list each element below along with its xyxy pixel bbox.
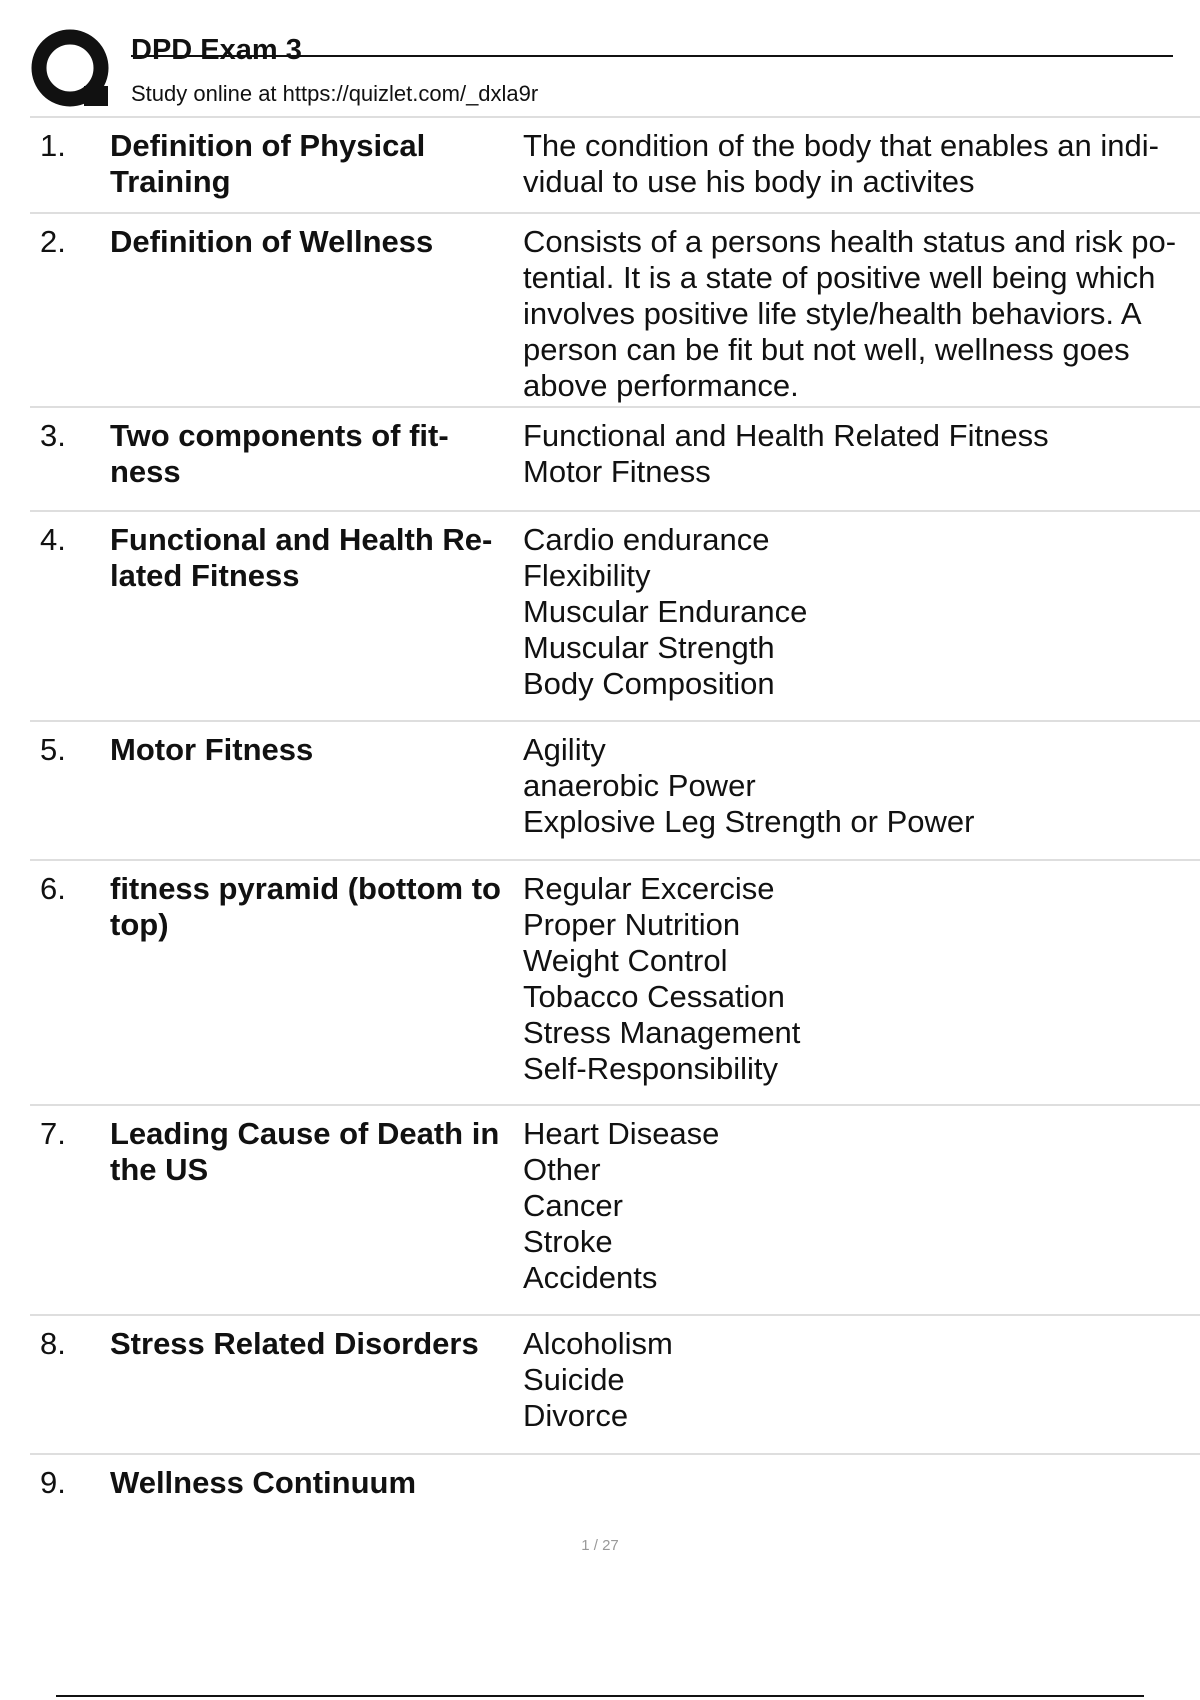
card-term: Leading Cause of Death in the US xyxy=(110,1116,500,1187)
card-definition xyxy=(523,1326,1200,1434)
definition-line: anaerobic Power xyxy=(523,768,756,803)
card-definition xyxy=(523,1116,1200,1296)
card-number: 7. xyxy=(40,1116,66,1151)
definition-line: Proper Nutrition xyxy=(523,907,741,942)
card-definition xyxy=(523,128,1200,200)
card-term: fitness pyramid (bottom to top) xyxy=(110,871,501,942)
definition-line: Suicide xyxy=(523,1362,625,1397)
definition-line: involves positive life style/health behaviors. A xyxy=(523,296,1142,331)
definition-line: Explosive Leg Strength or Power xyxy=(523,804,975,839)
definition-line: tential. It is a state of positive well being which xyxy=(523,260,1156,295)
definition-line: Stroke xyxy=(523,1224,613,1259)
definition-line: The condition of the body that enables an indi- xyxy=(523,128,1159,163)
definition-line: vidual to use his body in activites xyxy=(523,164,975,199)
definition-line: Heart Disease xyxy=(523,1116,720,1151)
flashcard-row xyxy=(30,859,1200,1104)
definition-line: Accidents xyxy=(523,1260,658,1295)
definition-line: Body Composition xyxy=(523,666,775,701)
definition-line: Consists of a persons health status and risk po- xyxy=(523,224,1177,259)
card-term: Two components of fit-ness xyxy=(110,418,449,489)
card-number: 5. xyxy=(40,732,66,767)
page-number: 1 / 27 xyxy=(581,1537,619,1554)
flashcard-row xyxy=(30,1104,1200,1314)
definition-line: Alcoholism xyxy=(523,1326,673,1361)
definition-line: Flexibility xyxy=(523,558,651,593)
definition-line: Agility xyxy=(523,732,606,767)
flashcard-row xyxy=(30,1314,1200,1453)
card-definition xyxy=(523,732,1200,840)
flashcard-row xyxy=(30,1453,1200,1513)
card-number: 1. xyxy=(40,128,66,163)
footer-rule xyxy=(56,1695,1144,1697)
flashcard-row xyxy=(30,116,1200,212)
definition-line: Cancer xyxy=(523,1188,623,1223)
definition-line: Muscular Strength xyxy=(523,630,775,665)
card-number: 4. xyxy=(40,522,66,557)
flashcard-row xyxy=(30,720,1200,859)
card-term: Stress Related Disorders xyxy=(110,1326,479,1361)
card-term: Definition of Physical Training xyxy=(110,128,426,199)
flashcard-row xyxy=(30,406,1200,510)
definition-line: Self-Responsibility xyxy=(523,1051,778,1086)
card-number: 3. xyxy=(40,418,66,453)
definition-line: Tobacco Cessation xyxy=(523,979,785,1014)
page-header xyxy=(30,28,1180,118)
flashcard-row xyxy=(30,212,1200,406)
definition-line: Motor Fitness xyxy=(523,454,711,489)
definition-line: above performance. xyxy=(523,368,799,403)
definition-line: Muscular Endurance xyxy=(523,594,808,629)
card-number: 9. xyxy=(40,1465,66,1500)
definition-line: person can be fit but not well, wellness goes xyxy=(523,332,1130,367)
card-definition xyxy=(523,418,1200,490)
definition-line: Divorce xyxy=(523,1398,629,1433)
card-number: 6. xyxy=(40,871,66,906)
card-term: Motor Fitness xyxy=(110,732,314,767)
card-definition xyxy=(523,522,1200,702)
card-definition xyxy=(523,871,1200,1087)
card-number: 8. xyxy=(40,1326,66,1361)
card-number: 2. xyxy=(40,224,66,259)
definition-line: Functional and Health Related Fitness xyxy=(523,418,1049,453)
card-term: Wellness Continuum xyxy=(110,1465,417,1500)
flashcard-row xyxy=(30,510,1200,720)
definition-line: Stress Management xyxy=(523,1015,801,1050)
quizlet-q-icon xyxy=(30,28,114,112)
definition-line: Weight Control xyxy=(523,943,728,978)
document-title: DPD Exam 3 xyxy=(131,34,302,66)
definition-line: Other xyxy=(523,1152,601,1187)
card-term: Definition of Wellness xyxy=(110,224,434,259)
card-definition xyxy=(523,224,1200,404)
flashcard-list xyxy=(30,116,1200,1513)
card-term: Functional and Health Re-lated Fitness xyxy=(110,522,493,593)
definition-line: Regular Excercise xyxy=(523,871,775,906)
definition-line: Cardio endurance xyxy=(523,522,770,557)
study-online-link-text: Study online at https://quizlet.com/_dxla9r xyxy=(131,81,539,106)
